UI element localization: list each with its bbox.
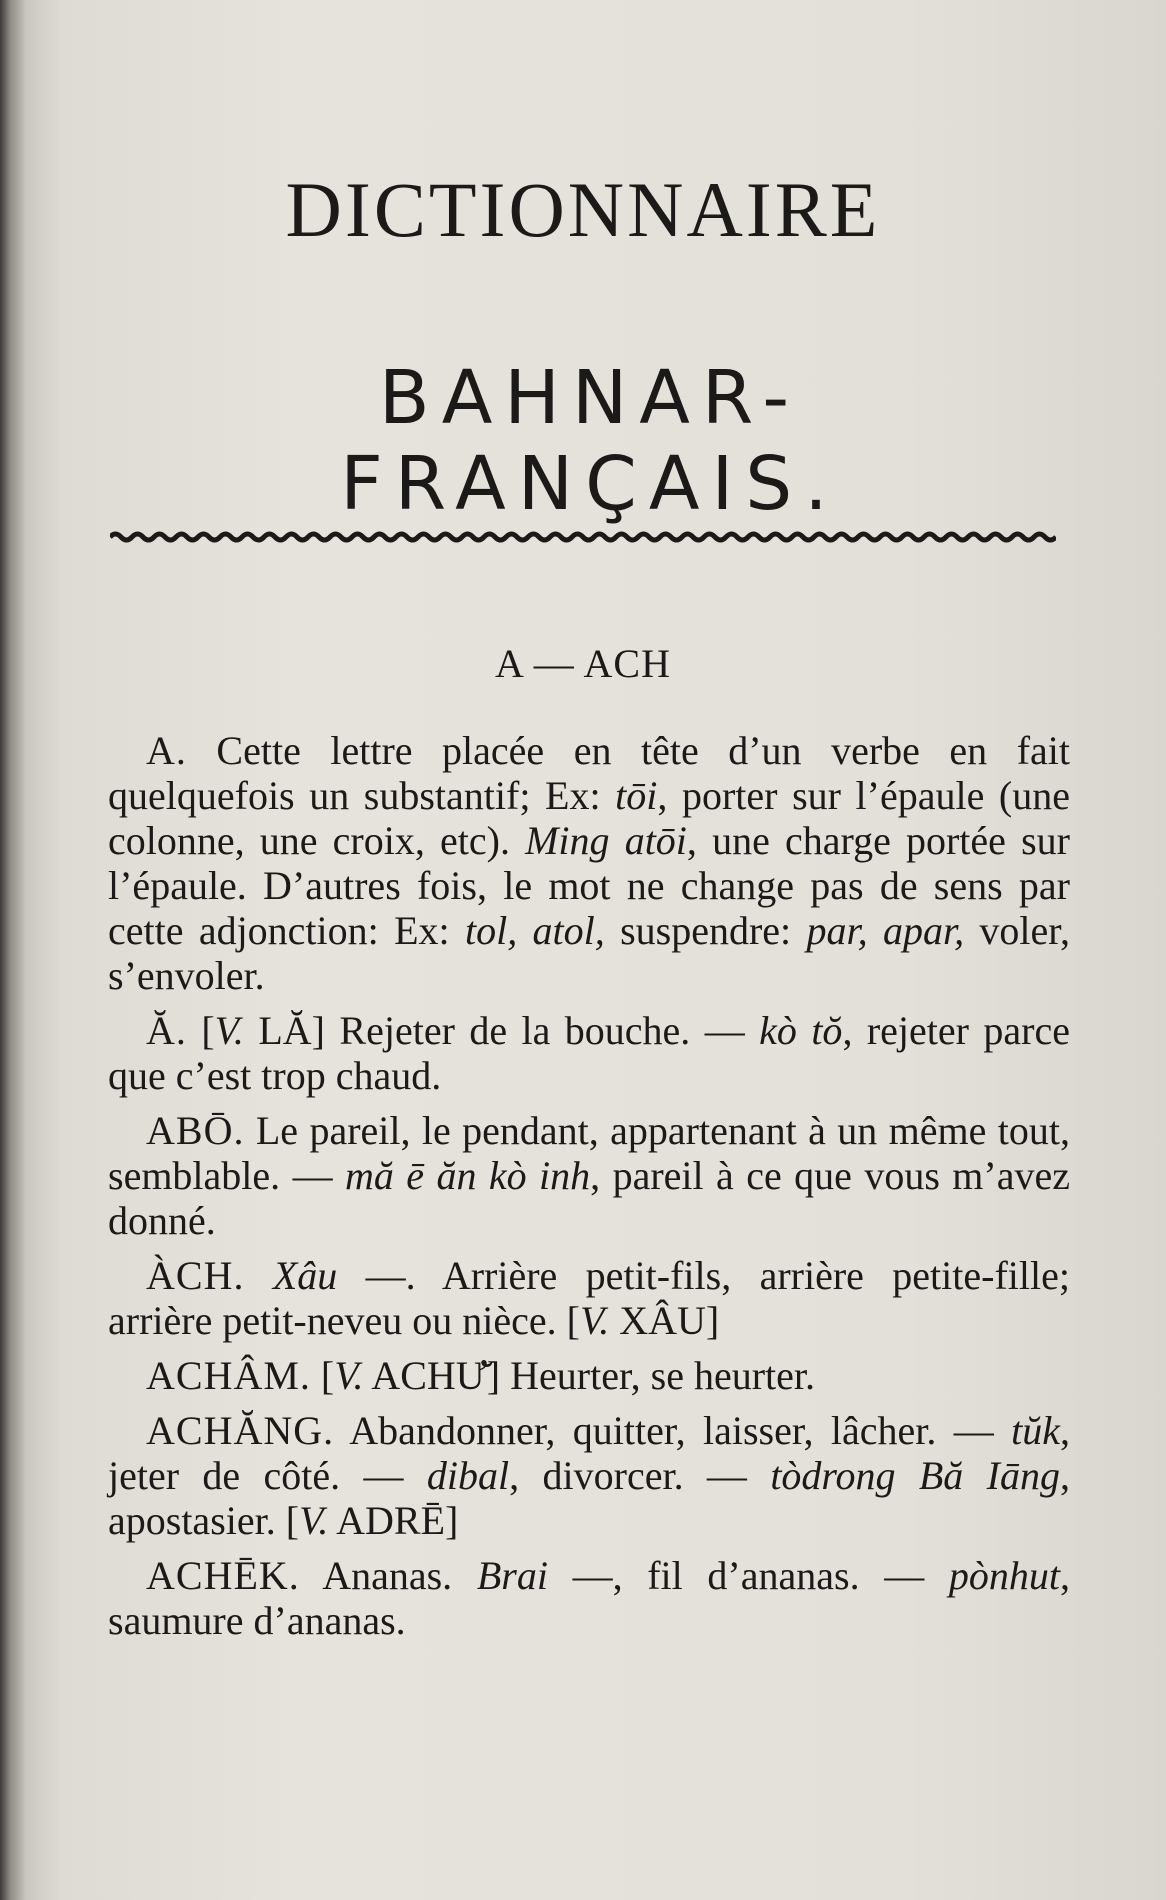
entry-example: mă ē ăn kò inh xyxy=(345,1153,591,1198)
entry-achang xyxy=(108,1408,1070,1543)
entry-text: Abandonner, quitter, laisser, lâcher. — xyxy=(349,1408,1012,1453)
entry-text: voler, s’envoler. xyxy=(108,908,1071,998)
entry-text: , une charge portée sur l’épaule. D’autres fois, le mot ne change pas de sens par cette adjonction: Ex: xyxy=(108,818,1070,953)
entry-reference: V. xyxy=(214,1008,244,1053)
entry-reference: V. xyxy=(579,1298,610,1343)
entry-example: tŭk xyxy=(1011,1408,1061,1453)
entry-headword: ACHÂM. xyxy=(146,1353,311,1398)
entry-text: , pareil à ce que vous m’avez donné. xyxy=(108,1153,1070,1243)
entry-reference: V. xyxy=(334,1353,364,1398)
entry-text: [ xyxy=(201,1008,215,1053)
entry-text: , apostasier. [ xyxy=(108,1453,1070,1543)
entry-text: ACHƯ̆] Heurter, se heurter. xyxy=(363,1353,816,1398)
entry-example: par, apar, xyxy=(806,908,965,953)
entry-text: , porter sur l’épaule (une colonne, une croix, etc). xyxy=(108,773,1070,863)
entry-a-breve xyxy=(108,1008,1070,1098)
entry-example: Brai xyxy=(476,1553,548,1598)
dictionary-title: DICTIONNAIRE xyxy=(285,166,881,253)
entry-example: kò tŏ xyxy=(759,1008,843,1053)
entry-text: , jeter de côté. — xyxy=(108,1408,1071,1498)
entry-headword: A. xyxy=(146,728,187,773)
entry-reference: V. xyxy=(299,1498,329,1543)
wavy-divider xyxy=(110,525,1056,549)
entry-example: Xâu xyxy=(272,1253,338,1298)
dictionary-entries xyxy=(108,728,1070,1653)
entry-example: dibal xyxy=(426,1453,510,1498)
entry-text: ADRĒ] xyxy=(328,1498,459,1543)
entry-example: tol, atol, xyxy=(464,908,605,953)
entry-headword: ACHĂNG. xyxy=(146,1408,335,1453)
entry-text: —. Arrière petit-fils, arrière petite-fille; arrière petit-neveu ou nièce. [ xyxy=(108,1253,1071,1343)
entry-text: —, fil d’ananas. — xyxy=(547,1553,949,1598)
entry-headword: ABŌ. xyxy=(146,1108,245,1153)
entry-headword: ÀCH. xyxy=(146,1253,245,1298)
entry-headword: Ă. xyxy=(146,1008,187,1053)
entry-text: [ xyxy=(320,1353,335,1398)
entry-example: Ming atōi xyxy=(525,818,687,863)
entry-example: tōi xyxy=(615,773,658,818)
entry-acham xyxy=(108,1353,1070,1398)
entry-text: Le pareil, le pendant, appartenant à un même tout, semblable. — xyxy=(108,1108,1071,1198)
entry-example: pònhut xyxy=(948,1553,1060,1598)
entry-text: , saumure d’ananas. xyxy=(108,1553,1070,1643)
section-header: A — ACH xyxy=(495,641,671,686)
entry-text: LĂ] Rejeter de la bouche. — xyxy=(243,1008,760,1053)
entry-a xyxy=(108,728,1070,998)
entry-text: Ananas. xyxy=(322,1553,477,1598)
entry-headword: ACHĒK. xyxy=(146,1553,300,1598)
entry-text: , divorcer. — xyxy=(509,1453,771,1498)
entry-abo xyxy=(108,1108,1070,1243)
entry-text: , rejeter parce que c’est trop chaud. xyxy=(108,1008,1070,1098)
entry-text: Cette lettre placée en tête d’un verbe en fait quelquefois un substantif; Ex: xyxy=(108,728,1071,818)
entry-text: suspendre: xyxy=(604,908,807,953)
dictionary-subtitle: BAHNAR-FRANÇAIS. xyxy=(340,355,840,527)
entry-achek xyxy=(108,1553,1070,1643)
entry-example: tòdrong Bă Iāng xyxy=(770,1453,1060,1498)
entry-text: XÂU] xyxy=(609,1298,720,1343)
entry-ach xyxy=(108,1253,1070,1343)
